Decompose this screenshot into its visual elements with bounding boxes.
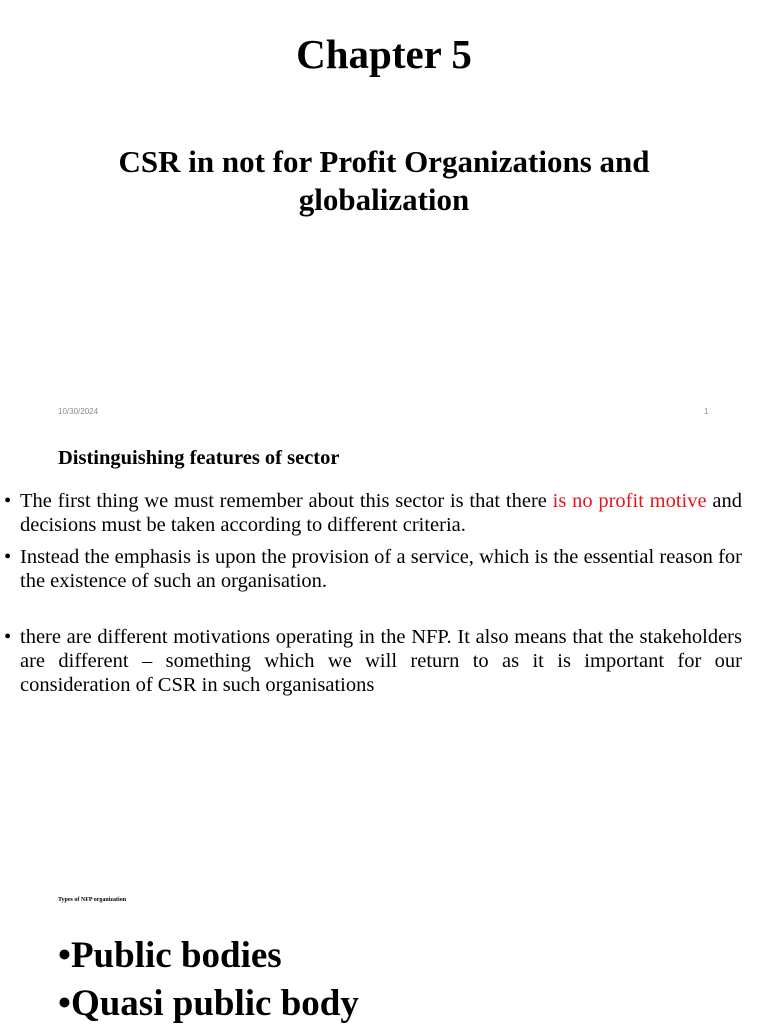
- bullet-text: Instead the emphasis is upon the provision of a service, which is the essential reason for the existence of such an organisation.: [20, 546, 742, 592]
- bullet-dot: •: [4, 626, 12, 648]
- type-item-public-bodies: •Public bodies: [58, 935, 282, 976]
- bullet-item: [0, 545, 768, 593]
- bullet-item: [0, 625, 768, 697]
- bullet-item: [0, 489, 768, 537]
- type-item-quasi-public-body: •Quasi public body: [58, 983, 359, 1024]
- footer-page-number: 1: [704, 407, 709, 416]
- bullet-list: [0, 489, 768, 697]
- slide-subtitle: CSR in not for Profit Organizations and globalization: [118, 144, 650, 217]
- bullet-text: there are different motivations operating in the NFP. It also means that the stakeholders are different – something which we will return to as it is important for our consideration of CSR in such organisations: [20, 626, 742, 696]
- bullet-text: The first thing we must remember about this sector is that there: [20, 490, 553, 512]
- chapter-title: Chapter 5: [296, 31, 472, 77]
- bullet-dot: •: [4, 546, 12, 568]
- types-label: Types of NFP organization: [58, 897, 127, 903]
- highlight-text: is no profit motive: [552, 490, 707, 512]
- footer-date: 10/30/2024: [58, 407, 99, 416]
- types-list: [58, 932, 359, 1028]
- section-heading: Distinguishing features of sector: [58, 447, 340, 469]
- bullet-text: and decisions must be taken according to different criteria.: [20, 490, 742, 536]
- bullet-dot: •: [4, 490, 12, 512]
